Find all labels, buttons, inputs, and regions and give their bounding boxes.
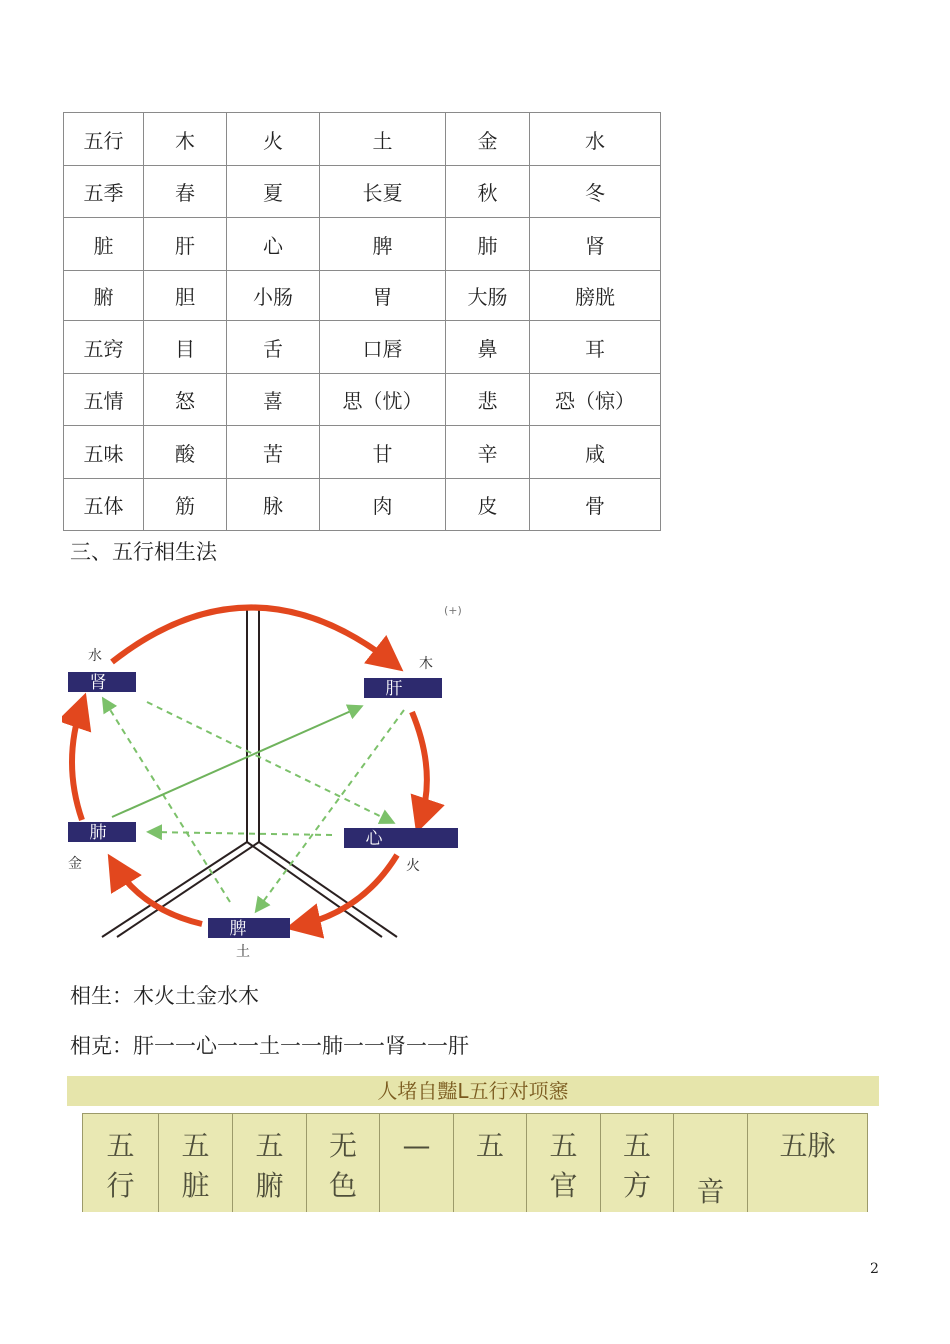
ke-sequence: 相克：肝一一心一一土一一肺一一肾一一肝 — [70, 1034, 469, 1058]
table-row — [64, 321, 661, 374]
table-cell: 金 — [446, 113, 530, 166]
header-cell: 五 腑 — [232, 1114, 306, 1212]
organ-node — [68, 822, 136, 872]
table-cell: 肉 — [320, 479, 446, 531]
row-label: 五体 — [64, 479, 144, 531]
table-cell: 冬 — [530, 166, 661, 218]
table-cell: 喜 — [227, 374, 320, 426]
table-cell: 咸 — [530, 426, 661, 479]
header-cell: 无 色 — [306, 1114, 379, 1212]
table-cell: 火 — [227, 113, 320, 166]
organ-box — [344, 828, 458, 848]
header-cell: 音 — [673, 1114, 747, 1212]
correspondence-table-header — [82, 1113, 868, 1212]
table-cell: 小肠 — [227, 271, 320, 321]
table-cell: 舌 — [227, 321, 320, 374]
table-cell: 筋 — [144, 479, 227, 531]
organ-label: 肝 — [385, 679, 403, 699]
correspondence-banner: 人堵自豔L五行对项窸 — [67, 1076, 879, 1106]
header-cell: 五 方 — [600, 1114, 673, 1212]
header-cell: 五 — [453, 1114, 526, 1212]
table-cell: 酸 — [144, 426, 227, 479]
table-cell: 土 — [320, 113, 446, 166]
organ-node — [344, 828, 458, 874]
element-label: 木 — [419, 656, 433, 672]
table-row — [64, 166, 661, 218]
five-elements-generation-diagram — [62, 592, 482, 964]
row-label: 五味 — [64, 426, 144, 479]
table-cell: 口唇 — [320, 321, 446, 374]
table-cell: 怒 — [144, 374, 227, 426]
table-cell: 夏 — [227, 166, 320, 218]
ke-cycle-arrows — [104, 700, 404, 910]
sheng-cycle-arrows — [72, 607, 427, 926]
table-cell: 鼻 — [446, 321, 530, 374]
table-cell: 脉 — [227, 479, 320, 531]
row-label: 腑 — [64, 271, 144, 321]
table-cell: 骨 — [530, 479, 661, 531]
table-cell: 辛 — [446, 426, 530, 479]
table-cell: 秋 — [446, 166, 530, 218]
table-cell: 恐（惊） — [530, 374, 661, 426]
table-row — [64, 113, 661, 166]
table-cell: 皮 — [446, 479, 530, 531]
row-label: 五季 — [64, 166, 144, 218]
table-cell: 膀胱 — [530, 271, 661, 321]
header-cell: 五 官 — [526, 1114, 600, 1212]
table-cell: 目 — [144, 321, 227, 374]
table-row — [64, 426, 661, 479]
row-label: 五情 — [64, 374, 144, 426]
table-cell: 木 — [144, 113, 227, 166]
organ-node — [364, 655, 442, 699]
table-cell: 思（忧） — [320, 374, 446, 426]
table-cell: 肺 — [446, 218, 530, 271]
table-cell: 胆 — [144, 271, 227, 321]
five-elements-table — [63, 112, 661, 531]
table-cell: 脾 — [320, 218, 446, 271]
row-label: 脏 — [64, 218, 144, 271]
table-row — [64, 271, 661, 321]
header-cell: 五 行 — [106, 1129, 135, 1202]
organ-label: 心 — [365, 829, 383, 849]
row-label: 五窍 — [64, 321, 144, 374]
table-cell: 苦 — [227, 426, 320, 479]
organ-box — [208, 918, 290, 938]
section-title: 三、五行相生法 — [70, 540, 217, 564]
table-cell: 长夏 — [320, 166, 446, 218]
table-cell: 春 — [144, 166, 227, 218]
organ-label: 肺 — [89, 823, 107, 843]
organ-box — [364, 678, 442, 698]
row-label: 五行 — [64, 113, 144, 166]
sheng-sequence: 相生：木火土金水木 — [70, 984, 259, 1008]
table-row — [64, 479, 661, 531]
table-cell: 水 — [530, 113, 661, 166]
table-cell: 胃 — [320, 271, 446, 321]
table-cell: 肝 — [144, 218, 227, 271]
table-cell: 肾 — [530, 218, 661, 271]
table-cell: 耳 — [530, 321, 661, 374]
header-cell: — — [379, 1114, 453, 1212]
corner-mark: (+) — [444, 604, 462, 617]
table-row — [64, 374, 661, 426]
header-cell: 五 脏 — [158, 1114, 232, 1212]
table-cell: 大肠 — [446, 271, 530, 321]
organ-label: 脾 — [229, 919, 247, 939]
organ-node — [208, 918, 290, 960]
peace-sign-lines — [102, 607, 397, 937]
element-label: 金 — [68, 856, 82, 872]
table-cell: 心 — [227, 218, 320, 271]
element-label: 土 — [236, 944, 250, 960]
header-cell: 五脉 — [747, 1114, 867, 1212]
element-label: 水 — [88, 648, 102, 664]
element-label: 火 — [406, 858, 420, 874]
table-cell: 甘 — [320, 426, 446, 479]
organ-label: 肾 — [89, 673, 107, 693]
table-row — [64, 218, 661, 271]
page-number: 2 — [870, 1261, 879, 1277]
table-cell: 悲 — [446, 374, 530, 426]
